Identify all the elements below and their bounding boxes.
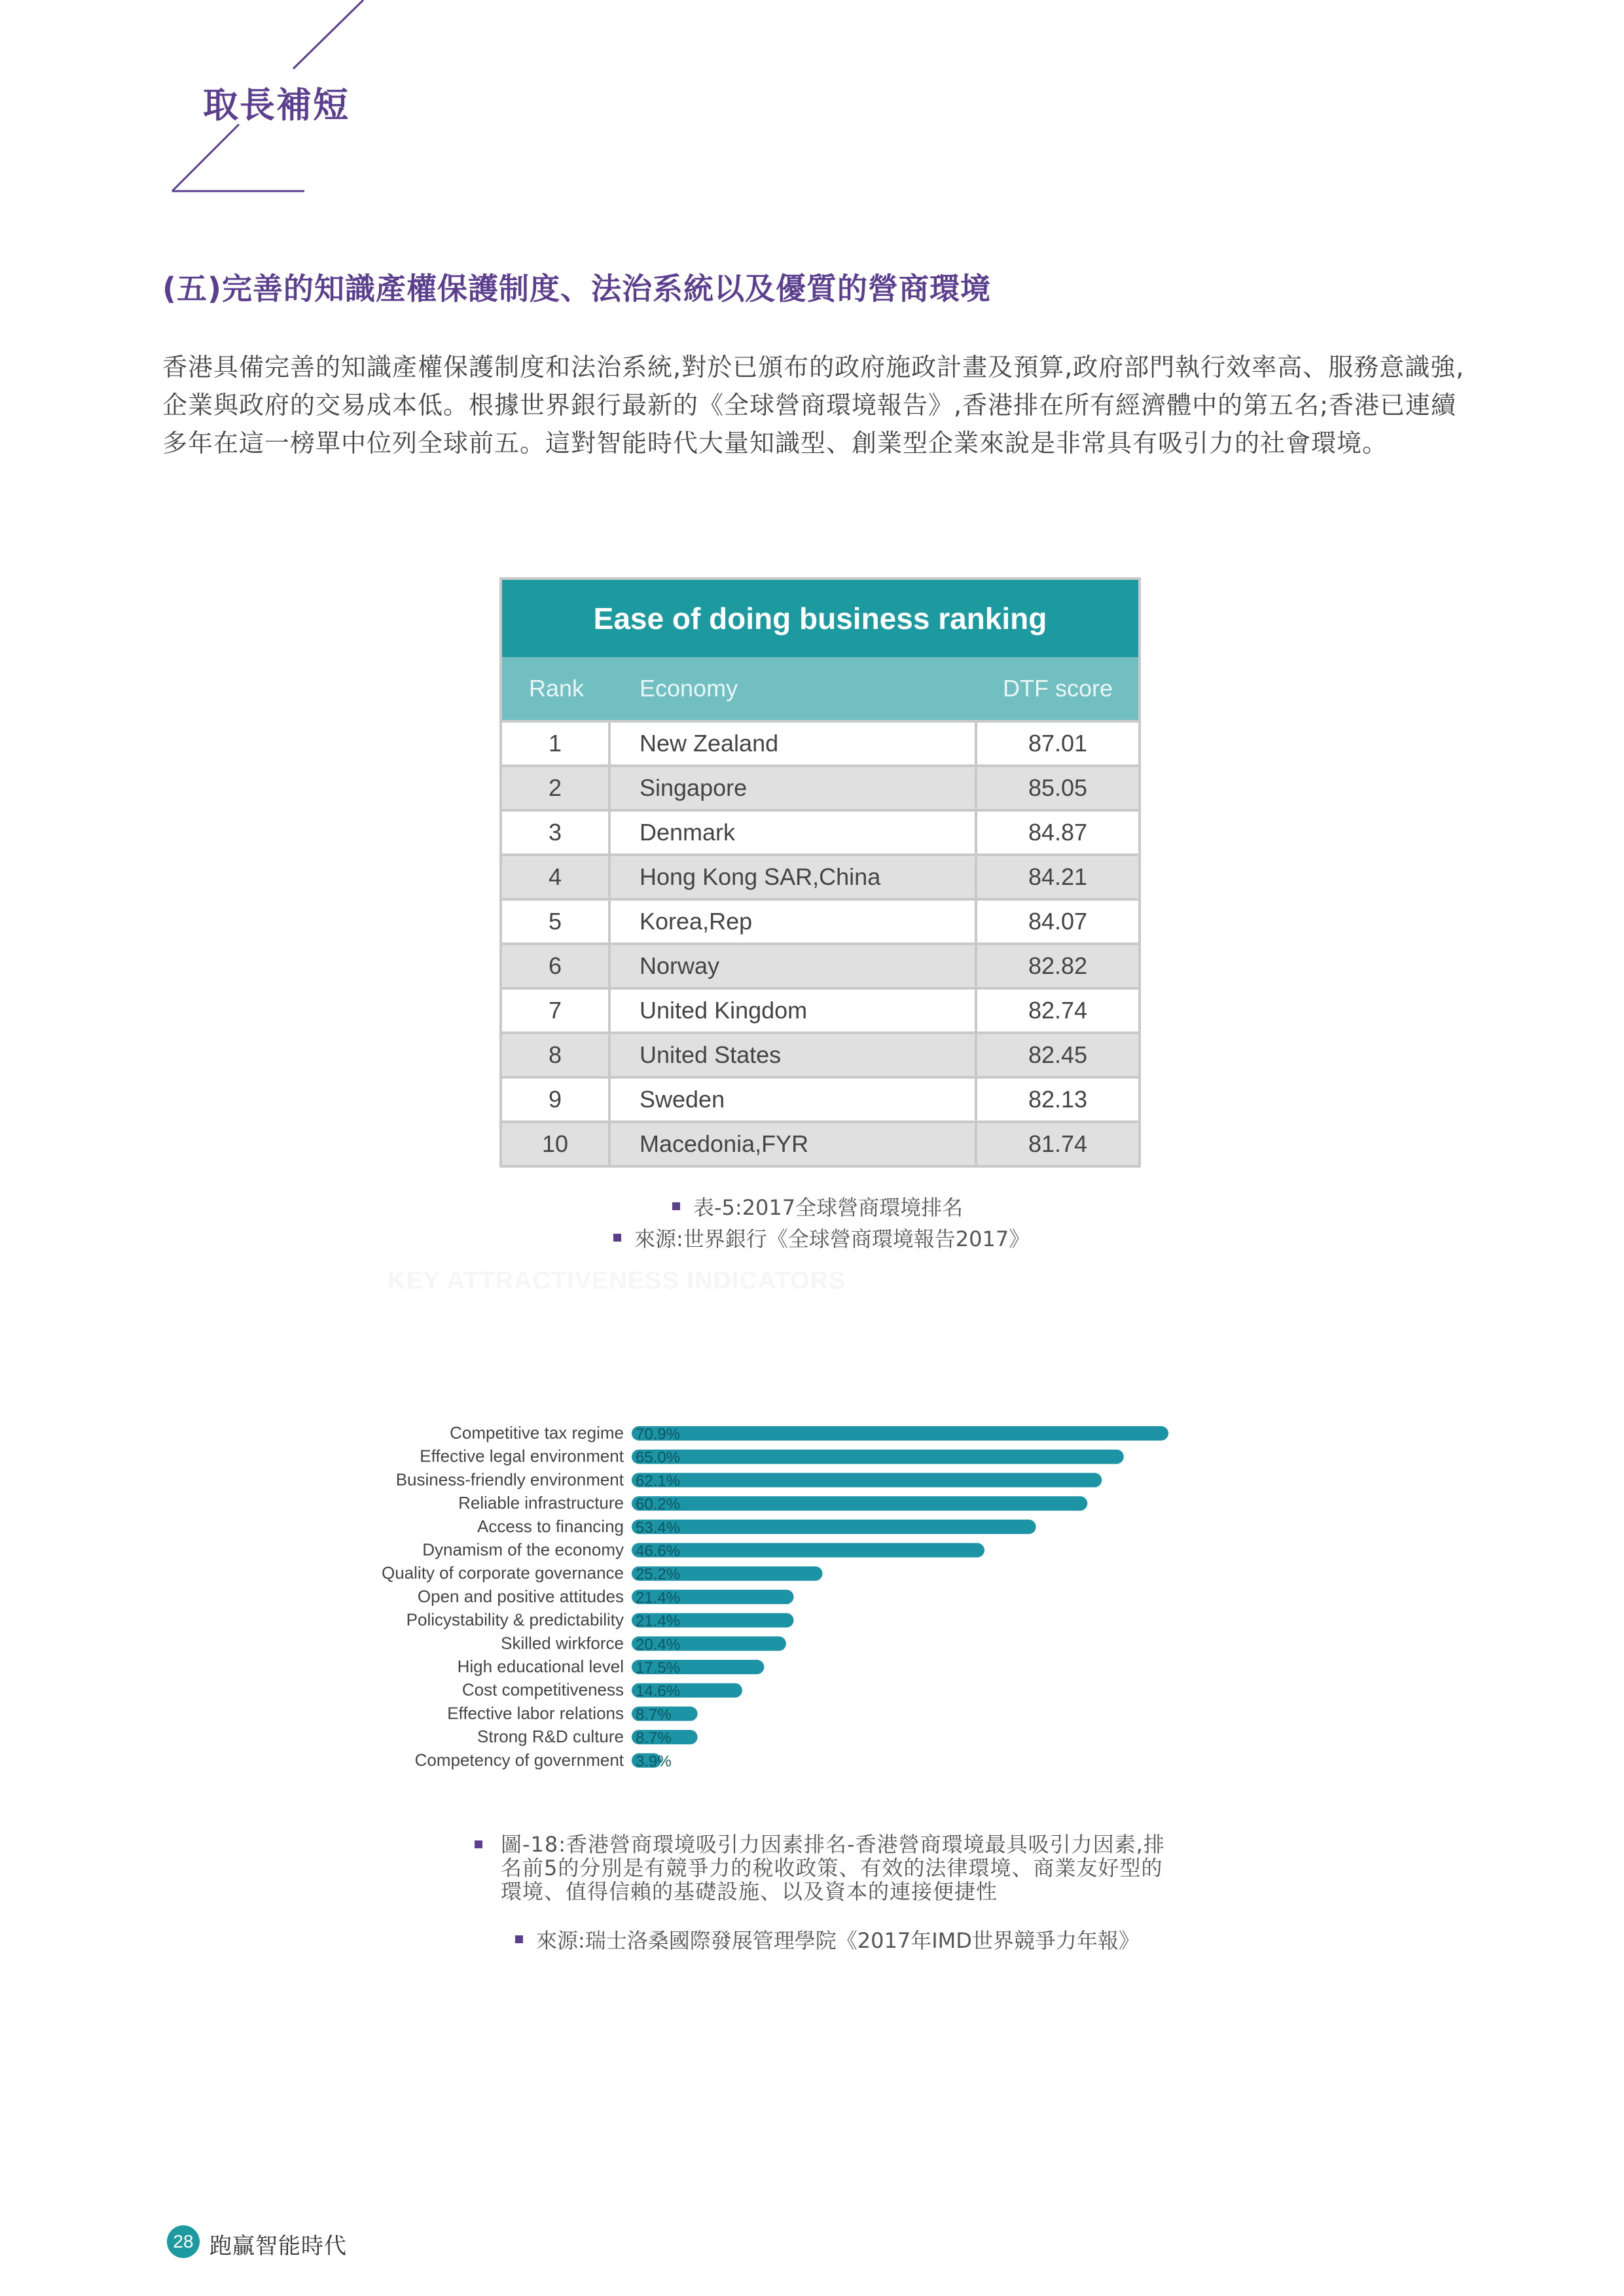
table-source-text: 來源:世界銀行《全球營商環境報告2017》 <box>634 1227 1030 1251</box>
economy-cell: New Zealand <box>611 723 977 764</box>
bar <box>632 1520 1036 1534</box>
rank-cell: 6 <box>502 945 611 987</box>
bar <box>632 1496 1087 1514</box>
bar <box>632 1450 1124 1464</box>
rank-cell: 1 <box>502 723 611 764</box>
table-source <box>613 1223 1030 1253</box>
value-label: 70.9% <box>636 1426 681 1443</box>
score-cell: 87.01 <box>1028 730 1088 757</box>
table-title: Ease of doing business ranking <box>502 580 1138 657</box>
rank-cell: 3 <box>502 812 611 853</box>
economy-cell: Hong Kong SAR,China <box>611 856 977 898</box>
score-cell: 82.13 <box>1028 1086 1088 1113</box>
header-economy: Economy <box>640 675 738 702</box>
value-label: 3.9% <box>636 1752 672 1770</box>
table-row <box>502 764 1138 809</box>
economy-cell: Norway <box>611 945 977 987</box>
score-cell: 85.05 <box>1028 774 1088 801</box>
category-label: Effective labor relations <box>447 1703 624 1723</box>
figure-source-text: 來源:瑞士洛桑國際發展管理學院《2017年IMD世界競爭力年報》 <box>536 1928 1140 1953</box>
value-label: 14.6% <box>636 1682 681 1700</box>
category-label: Competitive tax regime <box>450 1423 624 1443</box>
rank-cell: 8 <box>502 1034 611 1076</box>
bullet-square-icon <box>672 1202 680 1210</box>
category-label: Skilled wirkforce <box>501 1633 624 1653</box>
category-label: Effective legal environment <box>420 1446 624 1466</box>
economy-cell: Singapore <box>611 767 977 809</box>
value-label: 62.1% <box>636 1472 681 1490</box>
category-label: Dynamism of the economy <box>422 1539 624 1560</box>
ghost-heading: KEY ATTRACTIVENESS INDICATORS <box>388 1267 846 1295</box>
category-label: Cost competitiveness <box>461 1679 624 1700</box>
score-cell: 82.82 <box>1028 952 1088 979</box>
value-label: 53.4% <box>636 1518 681 1537</box>
value-label: 60.2% <box>636 1496 681 1514</box>
attractiveness-bar-chart <box>367 1419 1185 1799</box>
page-number: 28 <box>167 2225 200 2258</box>
category-label: Open and positive attitudes <box>417 1586 624 1606</box>
table-row <box>502 1121 1138 1165</box>
table-row <box>502 809 1138 853</box>
figure-source <box>515 1924 1140 1954</box>
category-label: Business-friendly environment <box>395 1469 624 1490</box>
value-label: 20.4% <box>636 1636 681 1654</box>
figure-caption-text: 圖-18:香港營商環境吸引力因素排名-香港營商環境最具吸引力因素,排名前5的分別是有競爭力的稅收政策、有效的法律環境、商業友好型的環境、值得信賴的基礎設施、以及資本的連接便捷性 <box>501 1832 1165 1904</box>
category-label: Policystability & predictability <box>406 1609 624 1630</box>
table-row <box>502 1076 1138 1121</box>
footer-title: 跑贏智能時代 <box>209 2233 347 2259</box>
rank-cell: 7 <box>502 990 611 1031</box>
header-rank: Rank <box>528 675 585 702</box>
score-cell: 84.87 <box>1028 819 1088 846</box>
table-caption-text: 表-5:2017全球營商環境排名 <box>693 1195 964 1220</box>
table-caption <box>672 1191 963 1221</box>
value-label: 25.2% <box>636 1566 681 1584</box>
economy-cell: United States <box>611 1034 977 1076</box>
rank-cell: 2 <box>502 767 611 809</box>
category-label: Reliable infrastructure <box>458 1493 624 1513</box>
value-label: 8.7% <box>636 1706 672 1724</box>
economy-cell: Denmark <box>611 812 977 853</box>
rank-cell: 4 <box>502 856 611 898</box>
score-cell: 84.21 <box>1028 863 1088 890</box>
category-label: Quality of corporate governance <box>382 1563 624 1583</box>
category-label: High educational level <box>457 1657 624 1676</box>
rank-cell: 9 <box>502 1079 611 1121</box>
economy-cell: Sweden <box>611 1079 977 1121</box>
value-label: 8.7% <box>636 1729 672 1748</box>
value-label: 17.5% <box>636 1659 681 1677</box>
value-label: 21.4% <box>636 1612 681 1630</box>
brand-title: 取長補短 <box>203 84 350 126</box>
bar <box>632 1473 1102 1487</box>
category-label: Access to financing <box>477 1516 624 1536</box>
table-row <box>502 720 1138 764</box>
score-cell: 84.07 <box>1028 908 1088 935</box>
bar <box>632 1426 1168 1441</box>
header-dtf-score: DTF score <box>1002 675 1113 702</box>
section-body: 香港具備完善的知識產權保護制度和法治系統,對於已頒布的政府施政計畫及預算,政府部門執行效率高、服務意識強,企業與政府的交易成本低。根據世界銀行最新的《全球營商環境報告》,香港排在所有經濟體中的第五名;香港已連續多年在這一榜單中位列全球前五。這對智能時代大量知識型、創業型企業來說是非常具有吸引力的社會環境。 <box>162 353 1465 457</box>
bullet-square-icon <box>613 1234 621 1242</box>
score-cell: 82.45 <box>1028 1041 1088 1068</box>
economy-cell: United Kingdom <box>611 990 977 1031</box>
bar <box>632 1543 984 1558</box>
score-cell: 82.74 <box>1028 997 1088 1024</box>
table-header <box>502 657 1138 720</box>
economy-cell: Korea,Rep <box>611 901 977 942</box>
category-label: Strong R&D culture <box>477 1727 624 1747</box>
value-label: 46.6% <box>636 1542 681 1560</box>
ranking-table <box>499 577 1141 1168</box>
bullet-square-icon <box>475 1840 482 1848</box>
figure-caption <box>475 1833 1168 1903</box>
category-label: Competency of government <box>414 1749 624 1770</box>
table-row <box>502 1031 1138 1076</box>
economy-cell: Macedonia,FYR <box>611 1123 977 1165</box>
score-cell: 81.74 <box>1028 1130 1088 1157</box>
table-row <box>502 987 1138 1031</box>
value-label: 65.0% <box>636 1448 681 1467</box>
rank-cell: 5 <box>502 901 611 942</box>
rank-cell: 10 <box>502 1123 611 1165</box>
table-row <box>502 898 1138 942</box>
value-label: 21.4% <box>636 1588 681 1607</box>
table-row <box>502 942 1138 987</box>
bullet-square-icon <box>515 1935 523 1943</box>
table-row <box>502 853 1138 898</box>
section-title: (五)完善的知識產權保護制度、法治系統以及優質的營商環境 <box>162 271 992 306</box>
